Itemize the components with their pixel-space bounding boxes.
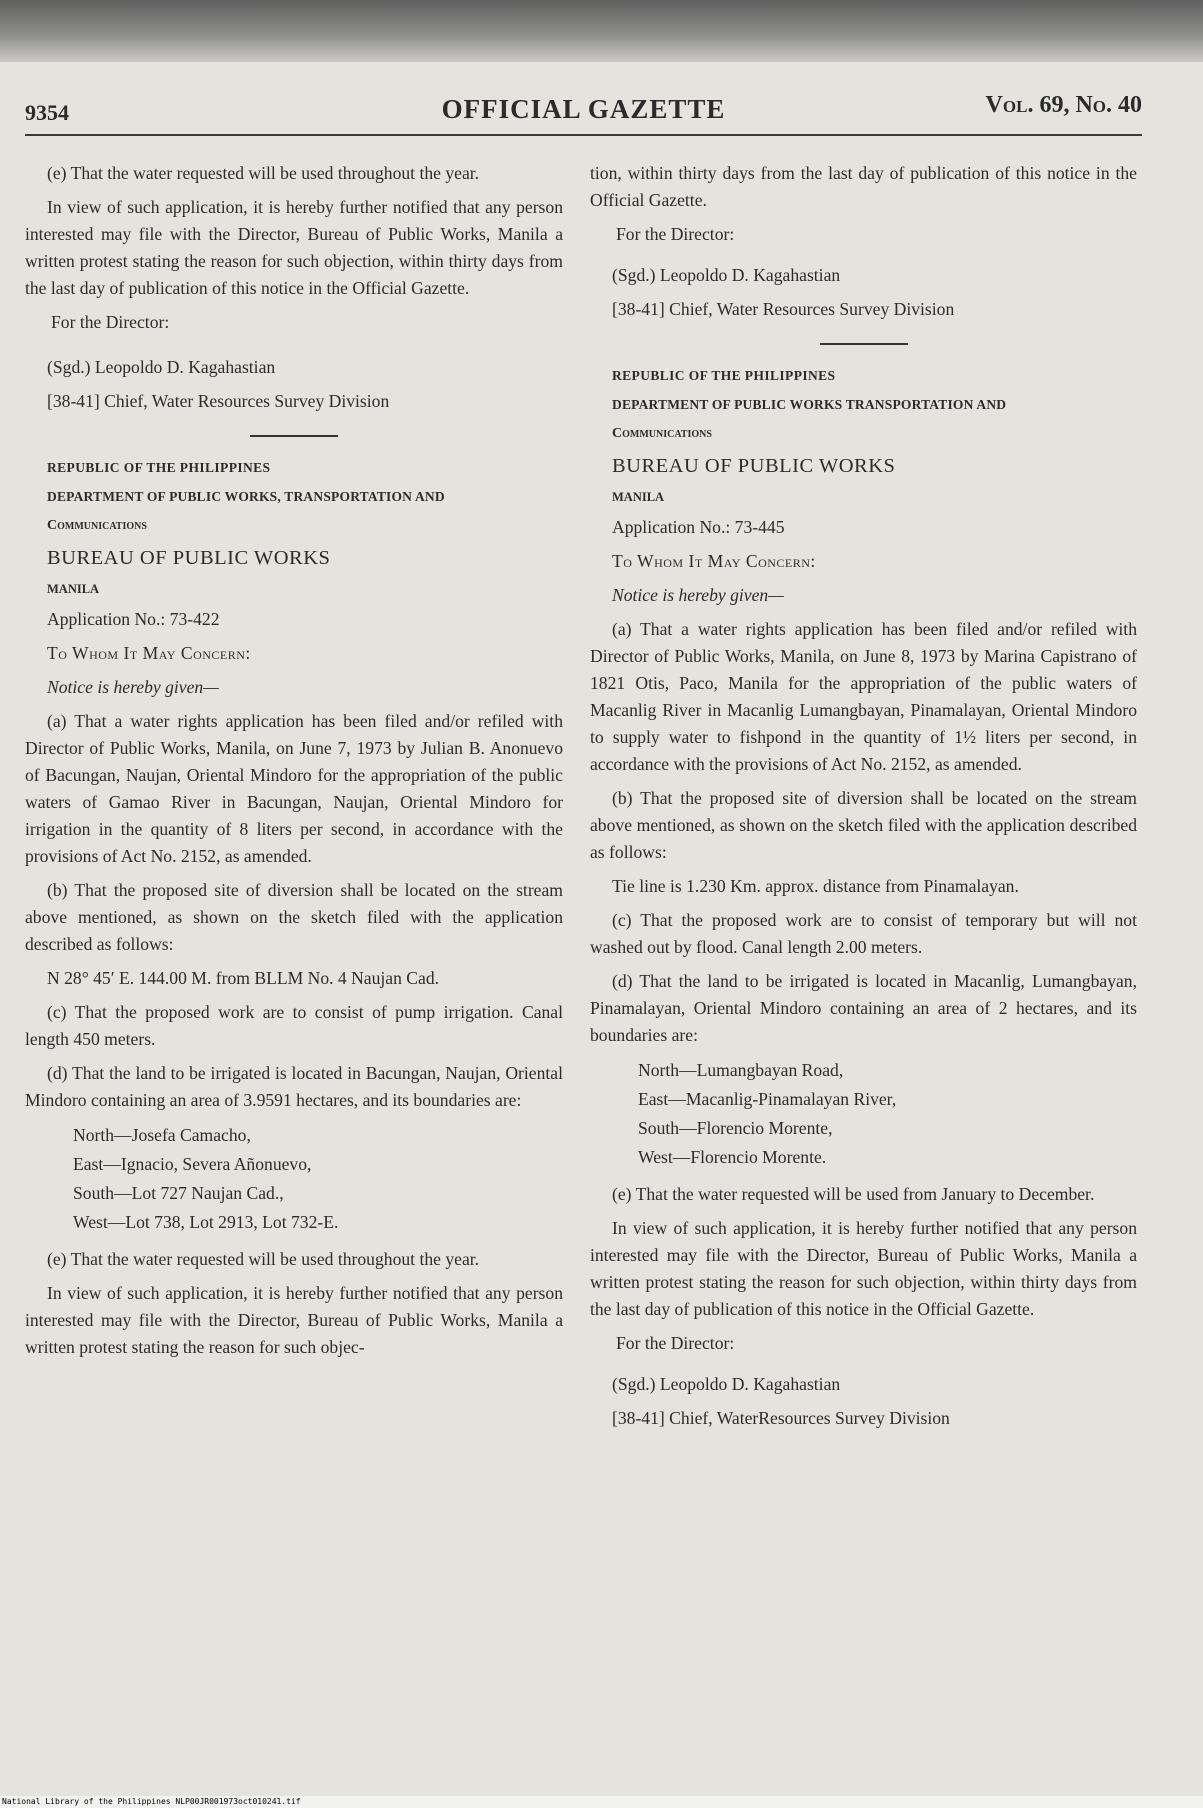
- right-bureau: BUREAU OF PUBLIC WORKS: [612, 455, 896, 477]
- page-header: [25, 92, 1142, 132]
- left-paragraph-e-top: (e) That the water requested will be used throughout the year.: [47, 163, 480, 183]
- left-boundary-south: South—Lot 727 Naujan Cad.,: [73, 1183, 284, 1203]
- publication-title: OFFICIAL GAZETTE: [441, 94, 726, 124]
- right-paragraph-protest: In view of such application, it is hereby further notified that any person interested may file with the Director, Bureau of Public Works, Manila a written protest stating the reason for such objection, within thirty days from the last day of publication of this notice in the Official Gazette.: [590, 1218, 1137, 1319]
- left-boundary-west: West—Lot 738, Lot 2913, Lot 732-E.: [73, 1212, 339, 1232]
- left-paragraph-a: (a) That a water rights application has been filed and/or refiled with Director of Public Works, Manila, on June 7, 1973 by Julian B. Anonuevo of Bacungan, Naujan, Oriental Mindoro for the appropriation of the public waters of Gamao River in Bacungan, Naujan, Oriental Mindoro for irrigation in the quantity of 8 liters per second, in accordance with the provisions of Act No. 2152, as amended.: [25, 711, 563, 866]
- left-manila: MANILA: [47, 582, 100, 596]
- left-for-director: For the Director:: [51, 312, 170, 332]
- right-boundary-east: East—Macanlig-Pinamalayan River,: [638, 1089, 897, 1109]
- right-paragraph-e: (e) That the water requested will be used from January to December.: [612, 1184, 1095, 1204]
- left-bureau: BUREAU OF PUBLIC WORKS: [47, 547, 331, 569]
- right-boundary-west: West—Florencio Morente.: [638, 1147, 827, 1167]
- header-rule: [25, 134, 1142, 136]
- right-salutation: To Whom It May Concern:: [612, 551, 816, 571]
- right-paragraph-d: (d) That the land to be irrigated is located in Macanlig, Lumangbayan, Pinamalayan, Oriental Mindoro containing an area of 2 hectares, and its boundaries are:: [590, 971, 1137, 1045]
- right-paragraph-b-location: Tie line is 1.230 Km. approx. distance from Pinamalayan.: [612, 876, 1019, 896]
- right-paragraph-a: (a) That a water rights application has been filed and/or refiled with Director of Public Works, Manila, on June 8, 1973 by Marina Capistrano of 1821 Otis, Paco, Manila for the appropriation of the public waters of Macanlig River in Macanlig Lumangbayan, Pinamalayan, Oriental Mindoro to supply water to fishpond in the quantity of 1½ liters per second, in accordance with the provisions of Act No. 2152, as amended.: [590, 619, 1137, 774]
- left-boundary-east: East—Ignacio, Severa Añonuevo,: [73, 1154, 312, 1174]
- right-communications: Communications: [612, 426, 712, 441]
- left-application-number: Application No.: 73-422: [47, 609, 220, 629]
- right-signature-name-2: (Sgd.) Leopoldo D. Kagahastian: [612, 1374, 841, 1394]
- right-signature-name: (Sgd.) Leopoldo D. Kagahastian: [612, 265, 841, 285]
- right-boundaries: [638, 1056, 1137, 1172]
- left-separator: [250, 435, 338, 437]
- left-paragraph-e: (e) That the water requested will be used throughout the year.: [47, 1249, 480, 1269]
- page-number: 9354: [25, 100, 69, 125]
- left-paragraph-c: (c) That the proposed work are to consist of pump irrigation. Canal length 450 meters.: [25, 1002, 563, 1049]
- left-department: DEPARTMENT OF PUBLIC WORKS, TRANSPORTATION AND: [47, 489, 445, 504]
- left-boundary-north: North—Josefa Camacho,: [73, 1125, 251, 1145]
- right-application-number: Application No.: 73-445: [612, 517, 785, 537]
- right-for-director: For the Director:: [616, 224, 735, 244]
- right-paragraph-continued: tion, within thirty days from the last day of publication of this notice in the Official Gazette.: [590, 163, 1137, 210]
- right-signature-title: [38-41] Chief, Water Resources Survey Division: [612, 299, 955, 319]
- left-signature-name: (Sgd.) Leopoldo D. Kagahastian: [47, 357, 276, 377]
- right-separator: [820, 343, 908, 345]
- left-salutation: To Whom It May Concern:: [47, 643, 251, 663]
- left-boundaries: [73, 1121, 563, 1237]
- left-paragraph-protest: In view of such application, it is hereby further notified that any person interested may file with the Director, Bureau of Public Works, Manila a written protest stating the reason for such objec-: [25, 1283, 563, 1357]
- left-paragraph-protest-top: In view of such application, it is hereby further notified that any person interested may file with the Director, Bureau of Public Works, Manila a written protest stating the reason for such objection, within thirty days from the last day of publication of this notice in the Official Gazette.: [25, 197, 563, 298]
- left-republic: REPUBLIC OF THE PHILIPPINES: [47, 460, 271, 475]
- right-manila: MANILA: [612, 490, 665, 504]
- left-column: [25, 160, 563, 1368]
- left-paragraph-b: (b) That the proposed site of diversion shall be located on the stream above mentioned, as shown on the sketch filed with the application described as follows:: [25, 880, 563, 954]
- right-signature-title-2: [38-41] Chief, WaterResources Survey Division: [612, 1408, 950, 1428]
- right-notice: Notice is hereby given—: [612, 585, 784, 605]
- scan-top-edge: [0, 0, 1203, 62]
- volume-number: Vol. 69, No. 40: [985, 92, 1142, 118]
- left-signature-title: [38-41] Chief, Water Resources Survey Division: [47, 391, 390, 411]
- right-boundary-south: South—Florencio Morente,: [638, 1118, 833, 1138]
- scan-footer: National Library of the Philippines NLP00JR001973oct010241.tif: [0, 1796, 1203, 1808]
- right-republic: REPUBLIC OF THE PHILIPPINES: [612, 368, 836, 383]
- left-paragraph-b-location: N 28° 45′ E. 144.00 M. from BLLM No. 4 Naujan Cad.: [47, 968, 440, 988]
- left-communications: Communications: [47, 518, 147, 533]
- right-paragraph-b: (b) That the proposed site of diversion shall be located on the stream above mentioned, as shown on the sketch filed with the application described as follows:: [590, 788, 1137, 862]
- left-notice: Notice is hereby given—: [47, 677, 219, 697]
- right-department: DEPARTMENT OF PUBLIC WORKS TRANSPORTATION AND: [612, 397, 1007, 412]
- right-column: [590, 160, 1137, 1439]
- right-paragraph-c: (c) That the proposed work are to consist of temporary but will not washed out by flood. Canal length 2.00 meters.: [590, 910, 1137, 957]
- left-paragraph-d: (d) That the land to be irrigated is located in Bacungan, Naujan, Oriental Mindoro containing an area of 3.9591 hectares, and its boundaries are:: [25, 1063, 563, 1110]
- right-boundary-north: North—Lumangbayan Road,: [638, 1060, 844, 1080]
- right-for-director-2: For the Director:: [616, 1333, 735, 1353]
